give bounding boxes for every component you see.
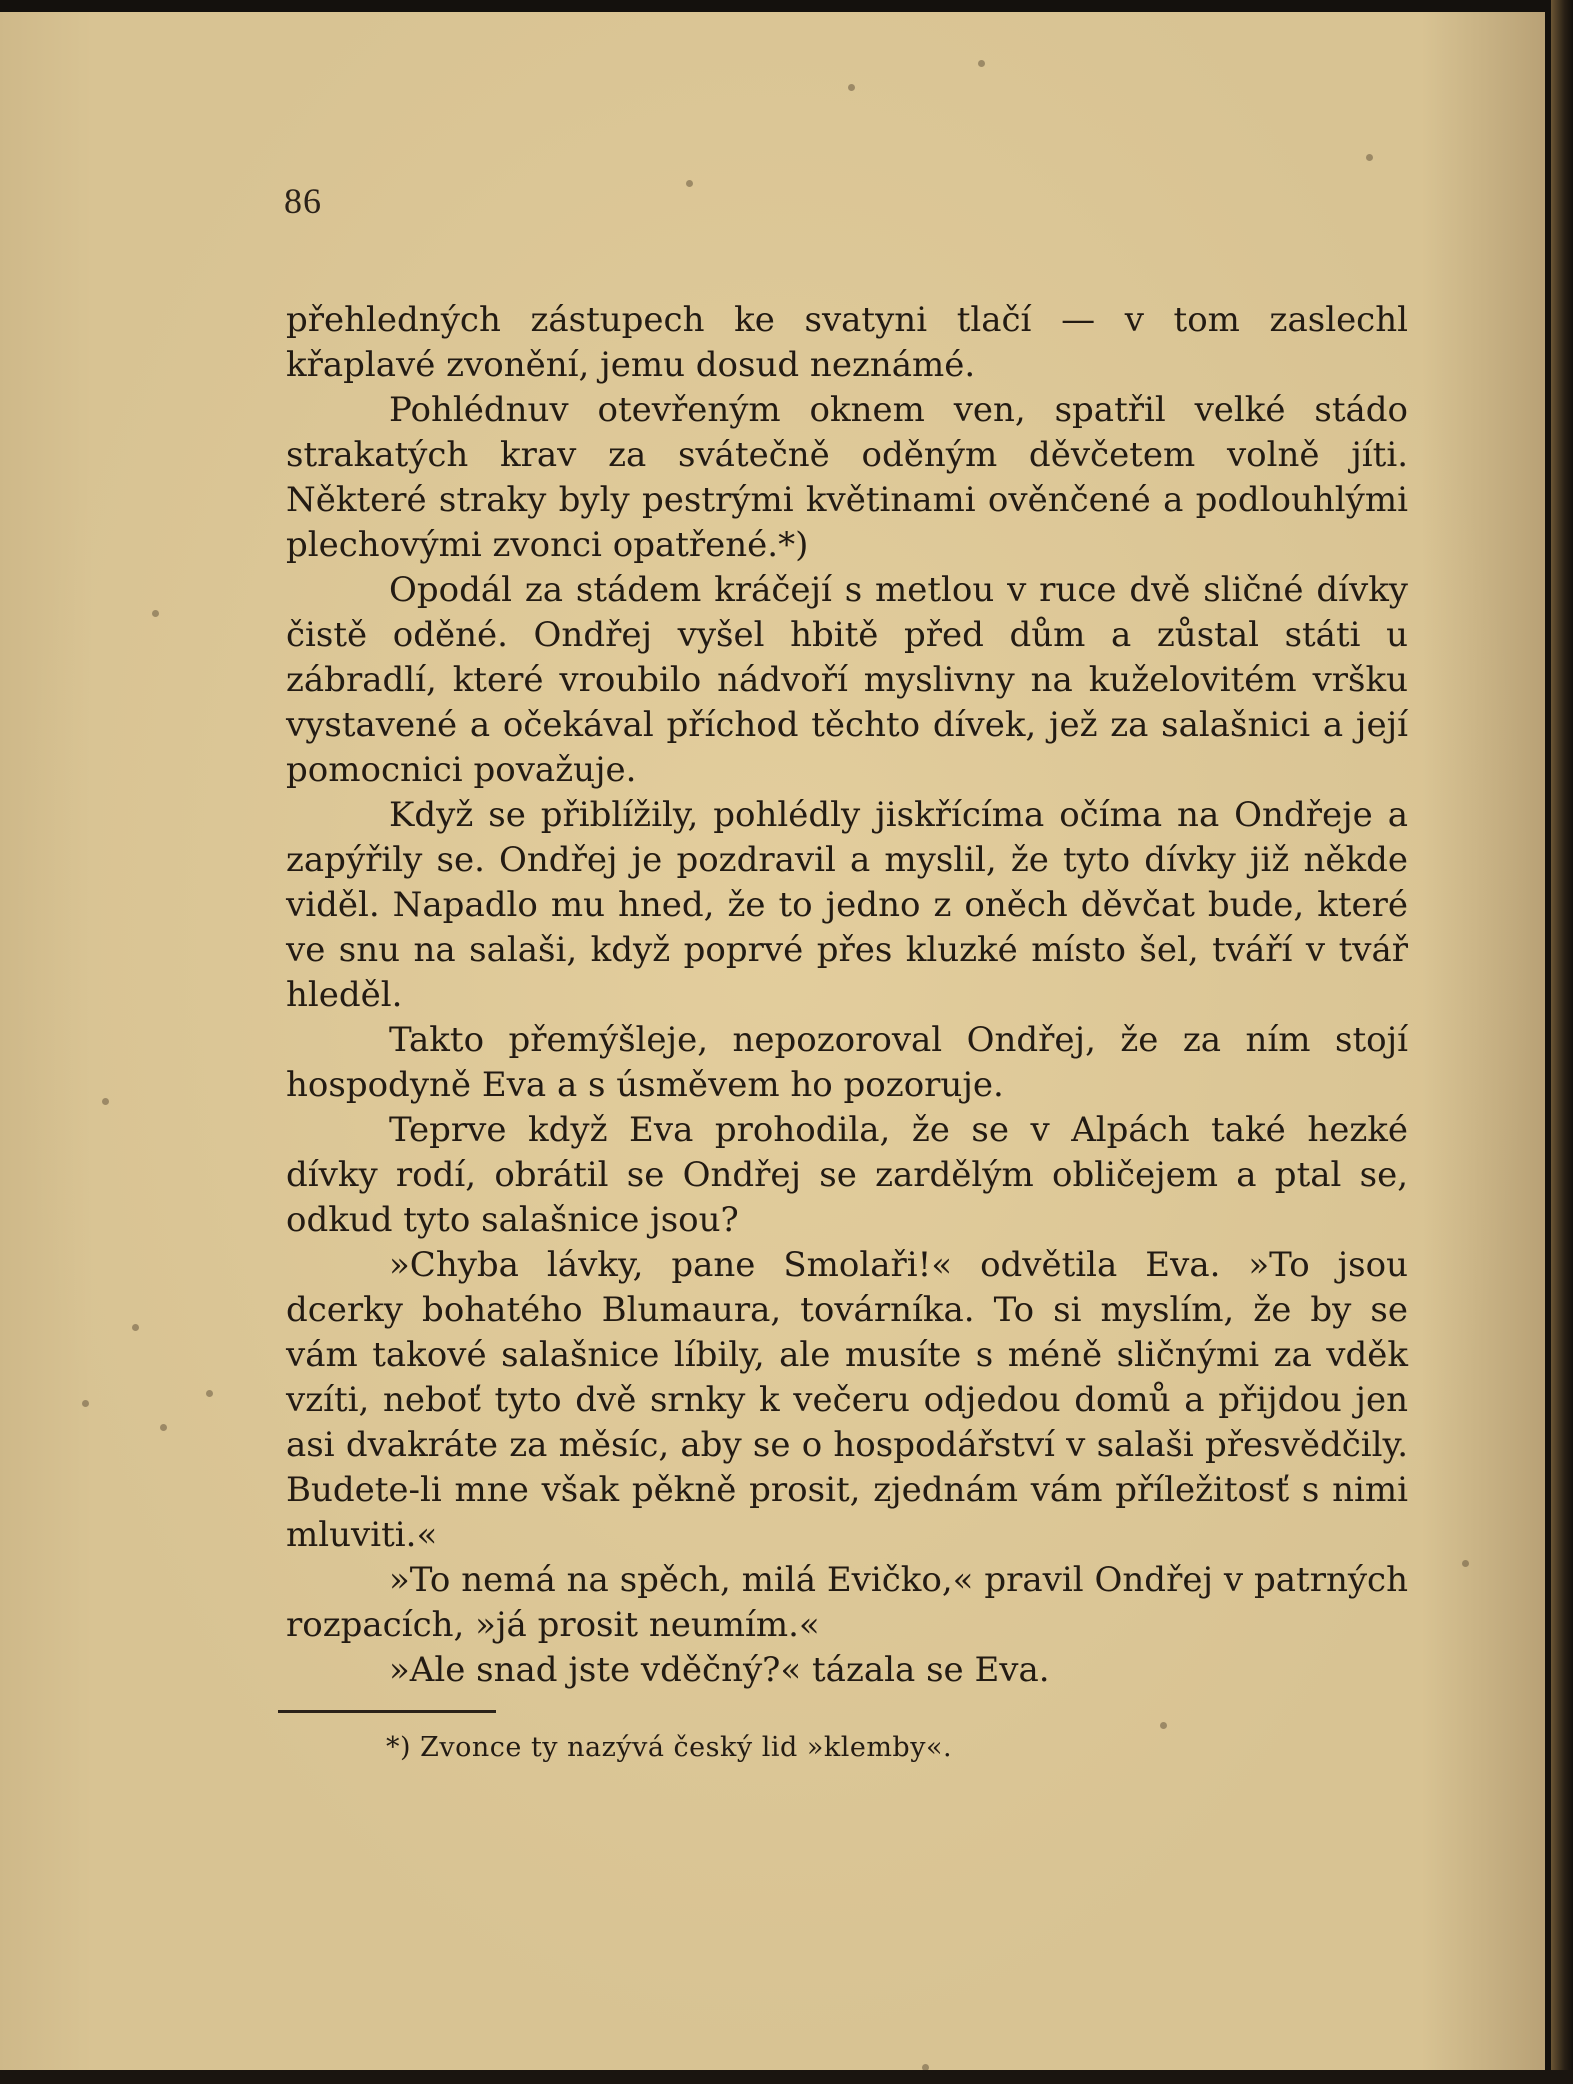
paper-speck: [978, 60, 985, 67]
paragraph: »Ale snad jste vděčný?« tázala se Eva.: [389, 1650, 1050, 1690]
paper-speck: [1366, 154, 1373, 161]
paper-speck: [132, 1324, 139, 1331]
paper-speck: [102, 1098, 109, 1105]
book-spine-edge: [1551, 0, 1573, 2084]
paragraph: »To nemá na spěch, milá Evičko,« pravil Ondřej v patrných rozpacích, »já prosit neumím.«: [286, 1560, 1408, 1645]
page-bottom-edge: [0, 2070, 1573, 2084]
paper-speck: [160, 1424, 167, 1431]
paper-speck: [1462, 1560, 1469, 1567]
paragraph: Opodál za stádem kráčejí s metlou v ruce dvě sličné dívky čistě oděné. Ondřej vyšel hbitě před dům a zůstal státi u zábradlí, které vroubilo nádvoří myslivny na kuželovitém vršku vystavené a očekával příchod těchto dívek, jež za salašnici a její pomocnici považuje.: [286, 570, 1408, 790]
paper-speck: [206, 1390, 213, 1397]
paper-speck: [848, 84, 855, 91]
paragraph: Pohlédnuv otevřeným oknem ven, spatřil velké stádo strakatých krav za svátečně oděným děvčetem volně jíti. Některé straky byly pestrými květinami ověnčené a podlouhlými plechovými zvonci opatřené.*): [286, 390, 1408, 565]
footnote-divider: [278, 1710, 496, 1713]
page-number: 86: [284, 181, 322, 221]
paragraph: Teprve když Eva prohodila, že se v Alpách také hezké dívky rodí, obrátil se Ondřej se zardělým obličejem a ptal se, odkud tyto salašnice jsou?: [286, 1110, 1408, 1240]
paragraph: Když se přiblížily, pohlédly jiskřícíma očíma na Ondřeje a zapýřily se. Ondřej je pozdravil a myslil, že tyto dívky již někde viděl. Napadlo mu hned, že to jedno z oněch děvčat bude, které ve snu na salaši, když poprvé přes kluzké místo šel, tváří v tvář hleděl.: [286, 795, 1408, 1015]
paper-speck: [152, 610, 159, 617]
book-page: [0, 12, 1545, 2072]
body-text: [286, 298, 1408, 1693]
paragraph: »Chyba lávky, pane Smolaři!« odvětila Eva. »To jsou dcerky bohatého Blumaura, továrníka. To si myslím, že by se vám takové salašnice líbily, ale musíte s méně sličnými za vděk vzíti, neboť tyto dvě srnky k večeru odjedou domů a přijdou jen asi dvakráte za měsíc, aby se o hospodářství v salaši přesvědčily. Budete-li mne však pěkně prosit, zjednám vám příležitosť s nimi mluviti.«: [286, 1245, 1408, 1555]
paragraph: přehledných zástupech ke svatyni tlačí — v tom zaslechl křaplavé zvonění, jemu dosud neznámé.: [286, 300, 1408, 385]
paragraph: Takto přemýšleje, nepozoroval Ondřej, že za ním stojí hospodyně Eva a s úsměvem ho pozoruje.: [286, 1020, 1408, 1105]
paper-speck: [82, 1400, 89, 1407]
paper-speck: [1160, 1722, 1167, 1729]
footnote: *) Zvonce ty nazývá český lid »klemby«.: [386, 1732, 953, 1763]
paper-speck: [686, 180, 693, 187]
